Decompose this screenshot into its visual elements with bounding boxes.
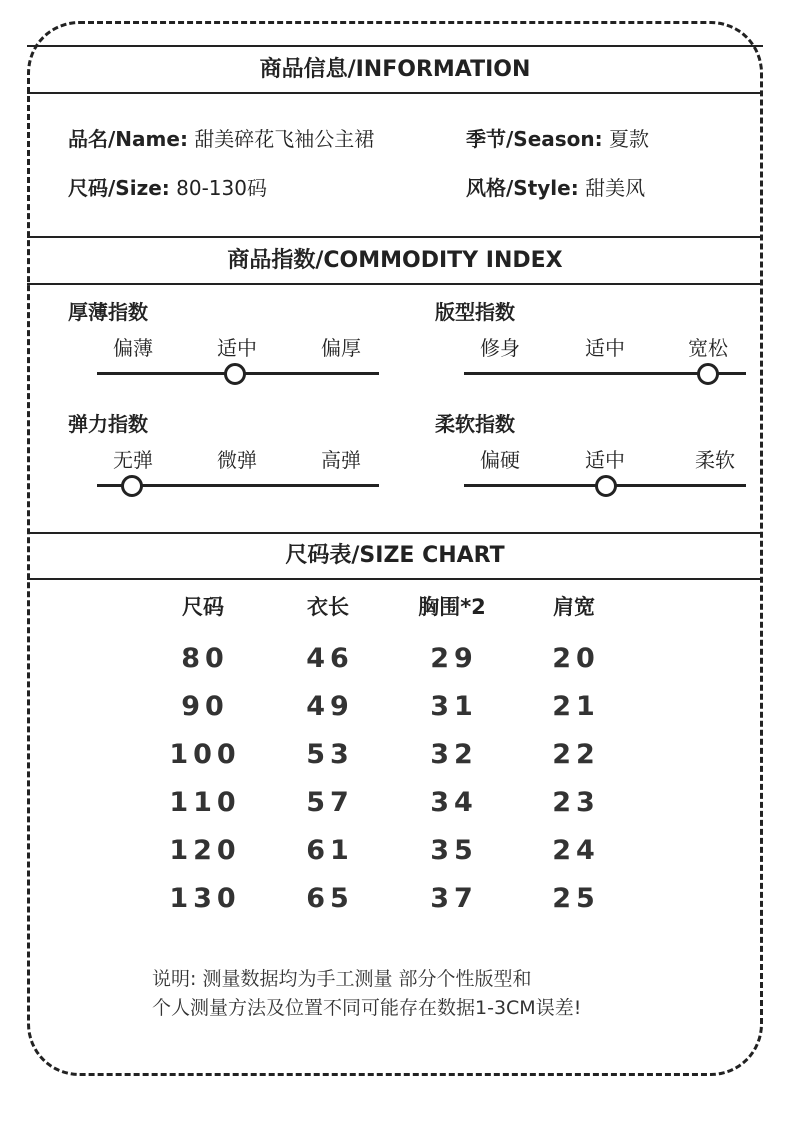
size-cell: 100 (169, 739, 241, 770)
length-cell: 57 (306, 787, 354, 818)
length-header: 衣长 (307, 595, 349, 619)
info-size-key: 尺码/Size: (68, 176, 170, 200)
divider (27, 45, 763, 47)
info-season-value: 夏款 (609, 127, 650, 151)
note-line-1: 说明: 测量数据均为手工测量 部分个性版型和 (152, 968, 532, 990)
length-cell: 61 (306, 835, 354, 866)
size-header: 尺码 (182, 595, 224, 619)
size-cell: 80 (181, 643, 229, 674)
elasticity-index-label: 弹力指数 (68, 412, 148, 436)
info-name (68, 125, 374, 153)
softness-indicator (595, 475, 617, 497)
info-style-value: 甜美风 (585, 176, 646, 200)
shoulder-cell: 20 (552, 643, 600, 674)
softness-index-label: 柔软指数 (435, 412, 515, 436)
commodity-index-title: 商品指数/COMMODITY INDEX (227, 248, 563, 273)
chest-cell: 34 (430, 787, 478, 818)
note-line-2: 个人测量方法及位置不同可能存在数据1-3CM误差! (152, 997, 582, 1019)
softness-level: 柔软 (695, 448, 735, 472)
elasticity-level: 微弹 (217, 448, 257, 472)
elasticity-level: 高弹 (321, 448, 361, 472)
shoulder-cell: 21 (552, 691, 600, 722)
size-cell: 110 (169, 787, 241, 818)
elasticity-level: 无弹 (113, 448, 153, 472)
size-chart-title: 尺码表/SIZE CHART (285, 543, 505, 568)
thickness-level: 适中 (217, 336, 257, 360)
fit-index-label: 版型指数 (435, 300, 515, 324)
divider (27, 236, 763, 238)
info-name-value: 甜美碎花飞袖公主裙 (194, 127, 375, 151)
softness-level: 适中 (585, 448, 625, 472)
elasticity-indicator (121, 475, 143, 497)
info-size-value: 80-130码 (176, 176, 267, 200)
thickness-index-label: 厚薄指数 (68, 300, 148, 324)
shoulder-cell: 25 (552, 883, 600, 914)
shoulder-cell: 24 (552, 835, 600, 866)
shoulder-cell: 22 (552, 739, 600, 770)
length-cell: 65 (306, 883, 354, 914)
length-cell: 49 (306, 691, 354, 722)
length-cell: 53 (306, 739, 354, 770)
softness-level: 偏硬 (480, 448, 520, 472)
info-style (466, 174, 645, 202)
divider (27, 578, 763, 580)
divider (27, 532, 763, 534)
divider (27, 283, 763, 285)
info-size (68, 174, 267, 202)
info-name-key: 品名/Name: (68, 127, 188, 151)
info-season (466, 125, 649, 153)
fit-level: 宽松 (688, 336, 728, 360)
size-cell: 130 (169, 883, 241, 914)
size-cell: 120 (169, 835, 241, 866)
fit-level: 修身 (480, 336, 520, 360)
chest-cell: 32 (430, 739, 478, 770)
shoulder-header: 肩宽 (553, 595, 595, 619)
info-style-key: 风格/Style: (466, 176, 579, 200)
chest-header: 胸围*2 (418, 595, 486, 619)
thickness-level: 偏薄 (113, 336, 153, 360)
chest-cell: 35 (430, 835, 478, 866)
size-cell: 90 (181, 691, 229, 722)
shoulder-cell: 23 (552, 787, 600, 818)
chest-cell: 31 (430, 691, 478, 722)
fit-level: 适中 (585, 336, 625, 360)
chest-cell: 29 (430, 643, 478, 674)
info-season-key: 季节/Season: (466, 127, 603, 151)
fit-indicator (697, 363, 719, 385)
divider (27, 92, 763, 94)
thickness-level: 偏厚 (321, 336, 361, 360)
length-cell: 46 (306, 643, 354, 674)
chest-cell: 37 (430, 883, 478, 914)
information-title: 商品信息/INFORMATION (259, 57, 531, 82)
thickness-indicator (224, 363, 246, 385)
